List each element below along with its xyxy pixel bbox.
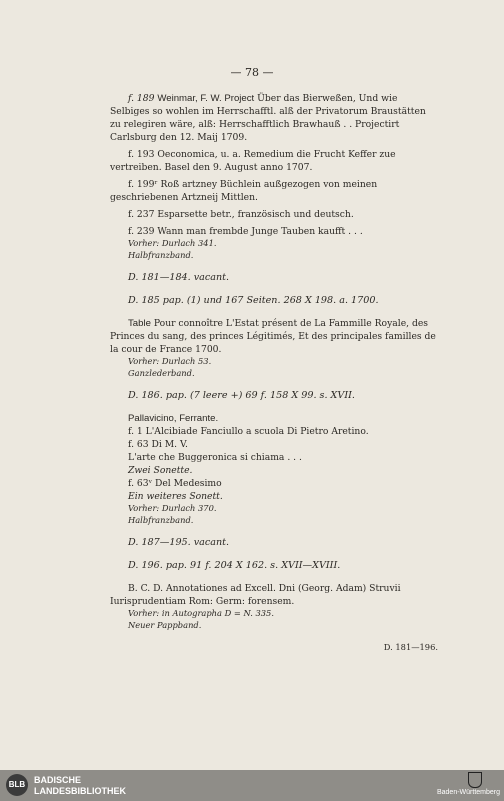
binding-4: Neuer Pappband. [128,619,202,630]
catalog-content [110,92,438,654]
page-range: D. 181—196. [383,642,438,652]
entry-f1: f. 1 L'Alcibiade Fanciullo a scuola Di Pietro Aretino. [128,426,369,437]
entry-193: f. 193 Oeconomica, u. a. Remedium die Frucht Keffer zue vertreiben. Basel den 9. August anno 1707. [110,149,396,173]
binding-1: Halbfranzband. [128,249,194,260]
provenance-auto: Vorher: in Autographa D = N. 335. [128,608,274,618]
entry-zwei: Zwei Sonette. [128,465,193,476]
entry-185 [110,317,438,356]
heading-185: D. 185 pap. (1) und 167 Seiten. 268 X 198. a. 1700. [128,295,379,306]
coat-of-arms-icon [468,772,482,788]
author-189: Weinmar, F. W. Project [157,93,255,104]
page-number: — 78 — [230,66,274,79]
entry-arte: L'arte che Buggeronica si chiama . . . [128,452,302,463]
heading-181: D. 181—184. vacant. [128,272,230,283]
entry-f63v: f. 63ᵛ Del Medesimo [128,478,222,489]
region-label: Baden-Württemberg [436,789,500,796]
entry-237: f. 237 Esparsette betr., französisch und deutsch. [128,209,354,220]
author-186: Pallavicino, Ferrante. [128,413,219,424]
text-189: Über das Bierweßen, Und wie Selbiges so wohlen im Herrschafftl. alß der Privatorum Braustätten zu relegiren wäre, alß: Herrschafftlich Brawhauß . . Projectirt Carlsburg den 12. Maij 1709. [110,93,426,143]
folio-189: f. 189 [128,93,158,104]
table-185-label: Table [128,318,151,329]
entry-ein: Ein weiteres Sonett. [128,491,223,502]
heading-196: D. 196. pap. 91 f. 204 X 162. s. XVII—XVIII. [128,560,341,571]
binding-2: Ganzlederband. [128,367,195,378]
heading-186: D. 186. pap. (7 leere +) 69 f. 158 X 99. s. XVII. [128,390,355,401]
library-footer [0,770,504,801]
entry-196: B. C. D. Annotationes ad Excell. Dni (Georg. Adam) Struvii Iurisprudentiam Rom: Germ: forensem. [110,583,401,607]
entry-239: f. 239 Wann man frembde Junge Tauben kaufft . . . [128,226,363,237]
blb-logo-icon: BLB [6,774,28,796]
entry-189 [110,92,438,144]
library-name-line1: BADISCHE [34,775,82,785]
library-name-line2: LANDESBIBLIOTHEK [34,786,126,796]
library-name [34,775,126,797]
provenance-53: Vorher: Durlach 53. [128,356,212,366]
table-185-text: Pour connoître L'Estat présent de La Fammille Royale, des Princes du sang, des princes Légitimés, Et des principales familles de la cour de France 1700. [110,318,436,355]
provenance-341: Vorher: Durlach 341. [128,238,217,248]
heading-187: D. 187—195. vacant. [128,537,230,548]
binding-3: Halbfranzband. [128,514,194,525]
entry-f63: f. 63 Di M. V. [128,439,188,450]
provenance-370: Vorher: Durlach 370. [128,503,217,513]
entry-199: f. 199ʳ Roß artzney Büchlein außgezogen von meinen geschriebenen Artzneij Mittlen. [110,179,378,203]
